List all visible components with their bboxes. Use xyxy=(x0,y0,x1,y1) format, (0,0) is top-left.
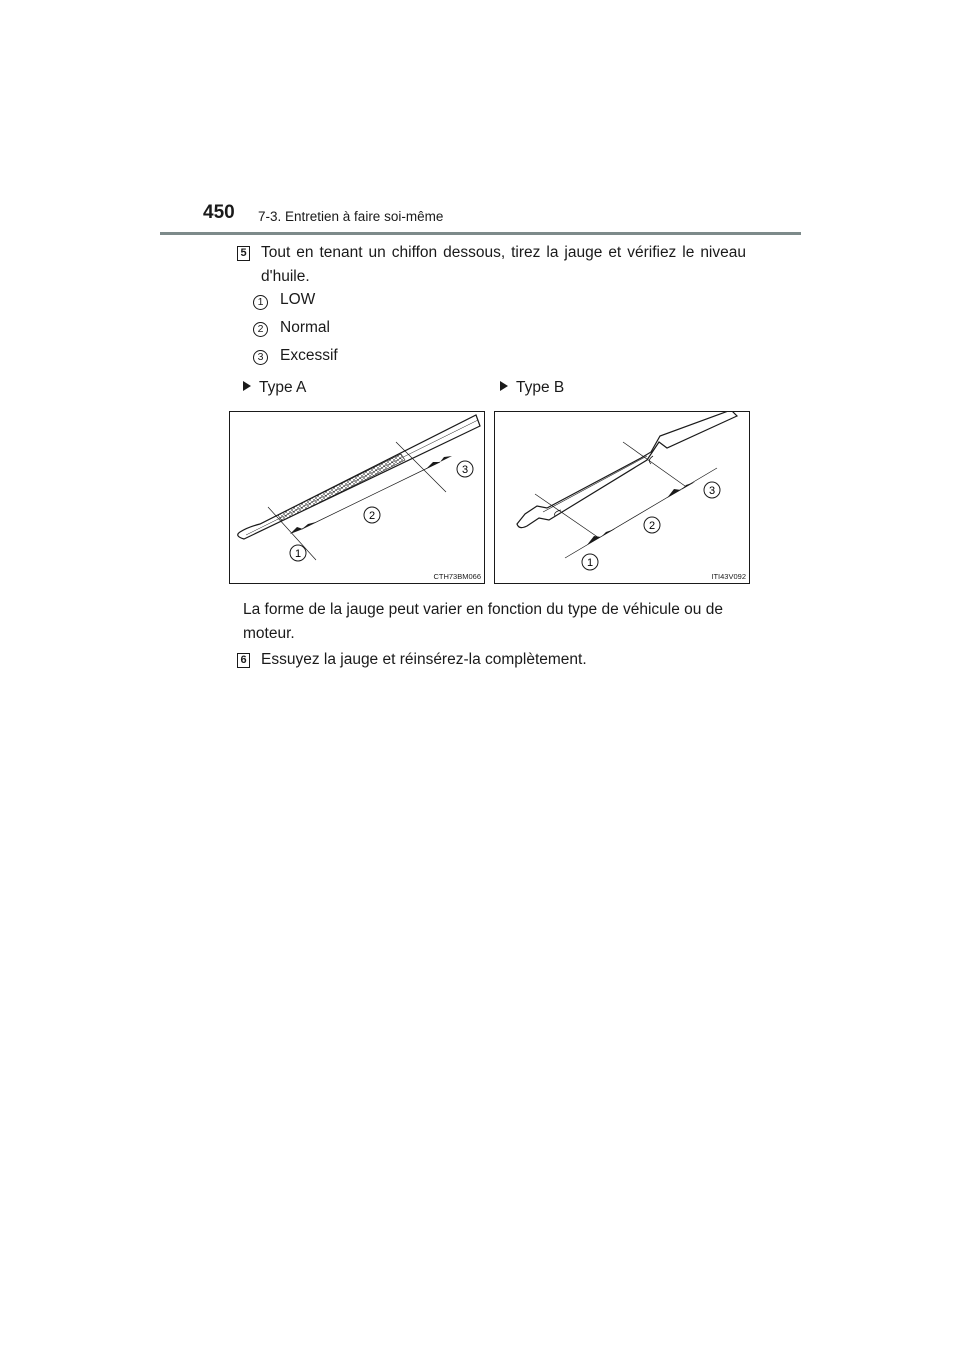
type-a-label-text: Type A xyxy=(259,379,307,396)
triangle-bullet-icon xyxy=(243,381,251,391)
callout-2-label: 2 xyxy=(368,510,376,522)
legend-number-1: 1 xyxy=(253,295,268,310)
legend-label-normal: Normal xyxy=(280,319,330,336)
legend-number-3: 3 xyxy=(253,350,268,365)
type-b-label xyxy=(500,379,564,397)
type-a-label xyxy=(243,379,306,397)
callout-3-label: 3 xyxy=(461,464,469,476)
figure-code-type-a: CTH73BM066 xyxy=(433,572,481,581)
step-5-badge: 5 xyxy=(237,246,250,261)
callout-3-label: 3 xyxy=(708,485,716,497)
callout-1-label: 1 xyxy=(294,548,302,560)
triangle-bullet-icon xyxy=(500,381,508,391)
dipstick-figure-type-b xyxy=(494,411,750,584)
section-title: 7-3. Entretien à faire soi-même xyxy=(258,209,444,224)
dipstick-type-b-illustration xyxy=(495,412,751,585)
step-5-text: Tout en tenant un chiffon dessous, tirez la jauge et vérifiez le niveau d'huile. xyxy=(261,244,746,285)
step-6-text: Essuyez la jauge et réinsérez-la complètement. xyxy=(261,651,587,668)
legend-number-2: 2 xyxy=(253,322,268,337)
page-number: 450 xyxy=(203,202,235,223)
dipstick-type-a-illustration xyxy=(230,412,486,585)
legend-label-low: LOW xyxy=(280,291,316,308)
dipstick-note: La forme de la jauge peut varier en fonction du type de véhicule ou de moteur. xyxy=(243,601,723,642)
legend-label-excessif: Excessif xyxy=(280,347,338,364)
figure-code-type-b: ITI43V092 xyxy=(711,572,746,581)
type-b-label-text: Type B xyxy=(516,379,565,396)
header-divider xyxy=(160,232,801,235)
callout-1-label: 1 xyxy=(586,557,594,569)
callout-2-label: 2 xyxy=(648,520,656,532)
dipstick-figure-type-a xyxy=(229,411,485,584)
step-6-badge: 6 xyxy=(237,653,250,668)
